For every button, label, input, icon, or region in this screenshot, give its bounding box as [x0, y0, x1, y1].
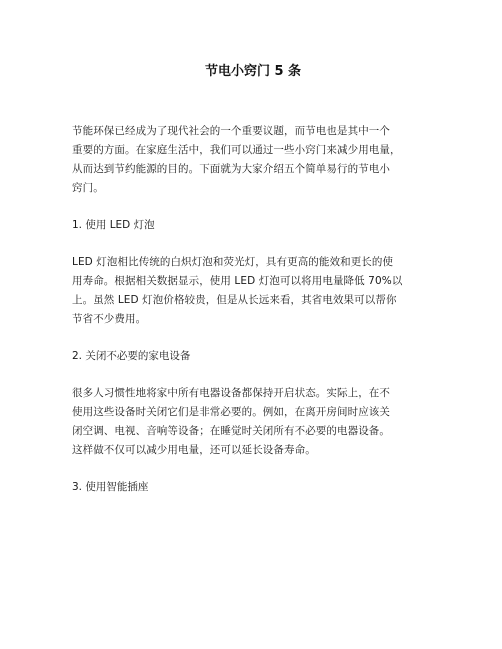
intro-line: 从而达到节约能源的目的。下面就为大家介绍五个简单易行的节电小 [72, 163, 390, 175]
paragraph-line: 这样做不仅可以减少用电量，还可以延长设备寿命。 [72, 444, 316, 456]
section-heading-1: 1. 使用 LED 灯泡 [72, 219, 155, 231]
intro-line: 窍门。 [72, 182, 104, 194]
intro-line: 节能环保已经成为了现代社会的一个重要议题，而节电也是其中一个 [72, 125, 390, 137]
intro-line: 重要的方面。在家庭生活中，我们可以通过一些小窍门来减少用电量， [72, 144, 401, 156]
intro-paragraph [72, 122, 434, 198]
paragraph-line: 闭空调、电视、音响等设备；在睡觉时关闭所有不必要的电器设备。 [72, 425, 390, 437]
paragraph-line: LED 灯泡相比传统的白炽灯泡和荧光灯，具有更高的能效和更长的使 [72, 256, 394, 268]
section-1-paragraph [72, 253, 434, 329]
section-heading-3: 3. 使用智能插座 [72, 481, 149, 493]
paragraph-line: 节省不少费用。 [72, 313, 147, 325]
section-2-paragraph [72, 384, 434, 460]
paragraph-line: 很多人习惯性地将家中所有电器设备都保持开启状态。实际上，在不 [72, 387, 390, 399]
paragraph-line: 使用这些设备时关闭它们是非常必要的。例如，在离开房间时应该关 [72, 406, 390, 418]
document-title: 节电小窍门 5 条 [204, 64, 302, 79]
section-heading-2: 2. 关闭不必要的家电设备 [72, 350, 191, 362]
paragraph-line: 用寿命。根据相关数据显示，使用 LED 灯泡可以将用电量降低 70%以 [72, 275, 403, 287]
paragraph-line: 上。虽然 LED 灯泡价格较贵，但是从长远来看，其省电效果可以帮你 [72, 294, 397, 306]
